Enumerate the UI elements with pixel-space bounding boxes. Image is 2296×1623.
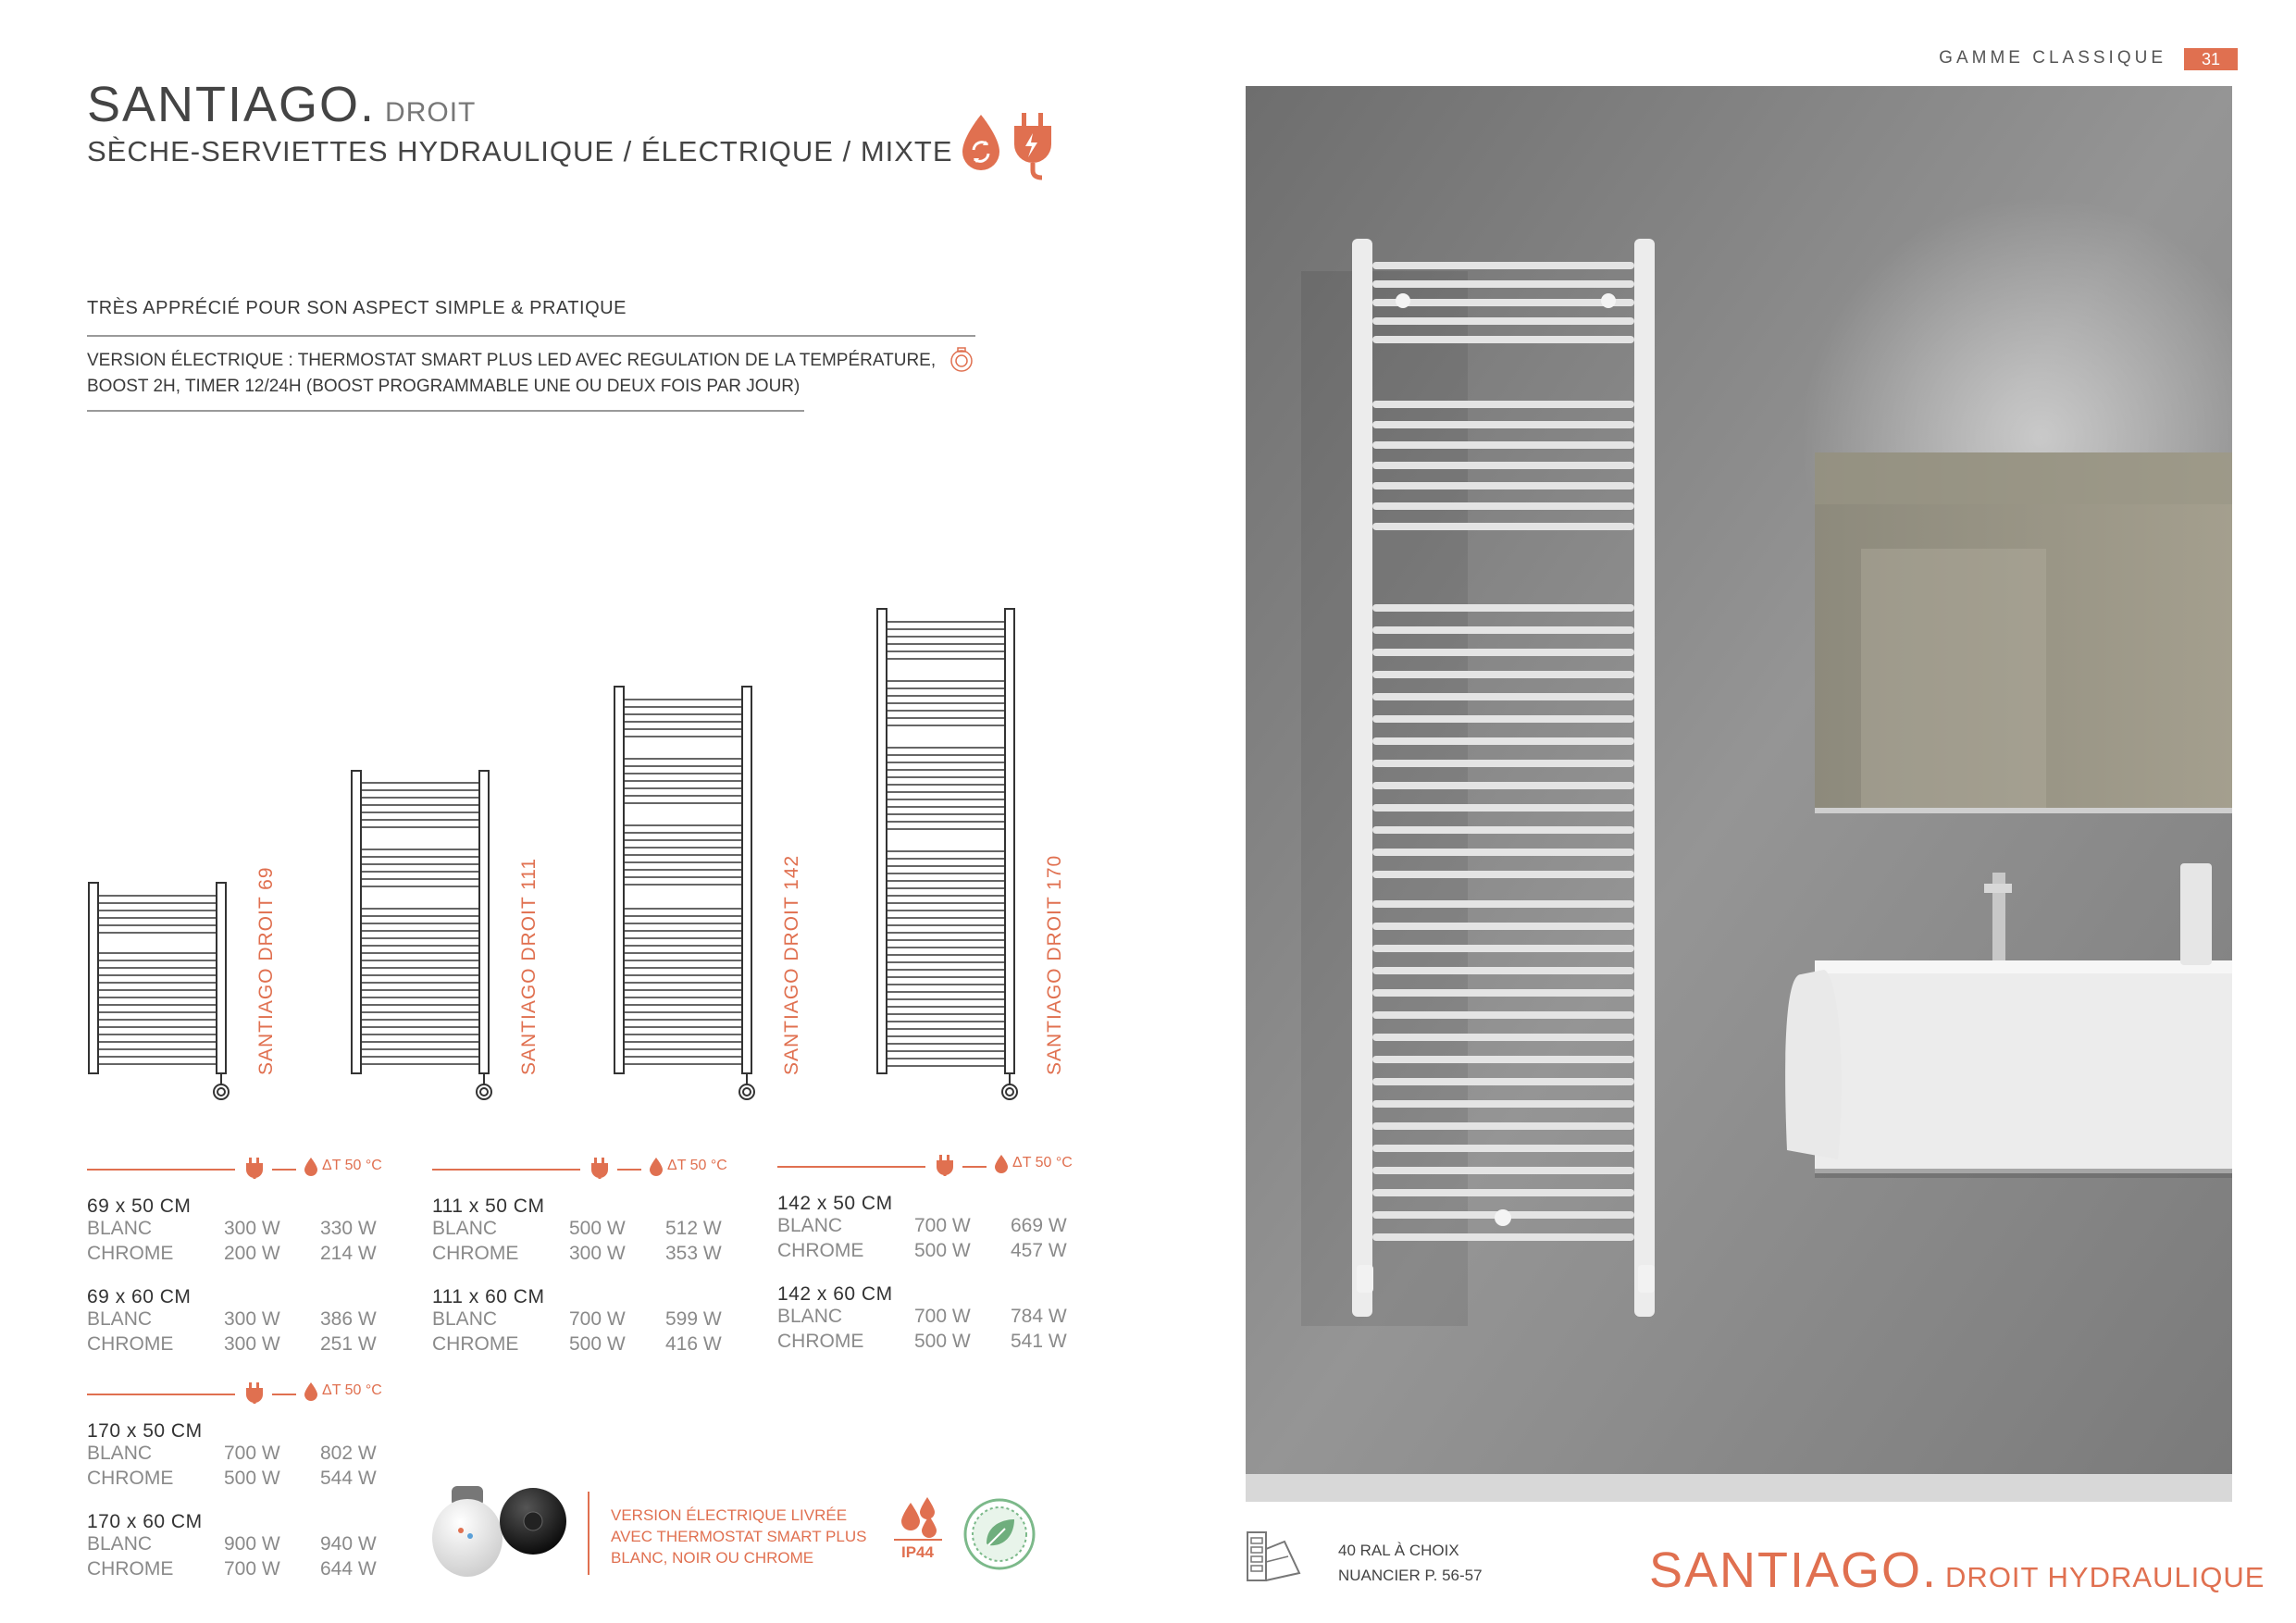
description-line-1: VERSION ÉLECTRIQUE : THERMOSTAT SMART PLUS LED AVEC REGULATION DE LA TEMPÉRATURE, [87, 351, 937, 370]
title-sub: DROIT [385, 97, 477, 128]
divider [588, 1492, 590, 1575]
section-label: GAMME CLASSIQUE [1939, 48, 2166, 68]
spec-group [87, 1196, 402, 1268]
spec-row: BLANC 300 W 330 W [87, 1218, 377, 1239]
page-number: 31 [2184, 48, 2238, 70]
delta-t-label: ΔT 50 °C [322, 1158, 382, 1173]
water-drop-icon [649, 1157, 664, 1177]
model-label-142: SANTIAGO DROIT 142 [781, 854, 802, 1075]
spec-group [777, 1283, 1092, 1356]
spec-row: BLANC 700 W 599 W [432, 1308, 722, 1330]
spec-table-170 [87, 1380, 402, 1592]
tagline: TRÈS APPRÉCIÉ POUR SON ASPECT SIMPLE & PRATIQUE [87, 298, 627, 318]
spec-size: 69 x 50 CM [87, 1196, 192, 1217]
spec-size: 170 x 60 CM [87, 1511, 203, 1532]
spec-row: CHROME 300 W 251 W [87, 1333, 377, 1355]
spec-row: CHROME 200 W 214 W [87, 1243, 377, 1264]
bathroom-photo [1246, 86, 2232, 1502]
water-drop-icon [994, 1154, 1009, 1174]
spec-header [777, 1152, 1092, 1180]
spec-size: 111 x 50 CM [432, 1196, 545, 1217]
ral-info [1338, 1538, 1483, 1588]
water-drops-icon [890, 1495, 946, 1542]
spec-group [87, 1286, 402, 1358]
spec-row: CHROME 300 W 353 W [432, 1243, 722, 1264]
electric-plug-icon [244, 1381, 265, 1404]
spec-group [87, 1511, 402, 1583]
electric-plug-icon [935, 1154, 955, 1176]
radiator-drawing-170 [877, 609, 1017, 1099]
thermostat-products-image [426, 1481, 574, 1582]
delta-t-label: ΔT 50 °C [1012, 1155, 1073, 1171]
spec-group [777, 1193, 1092, 1265]
spec-size: 69 x 60 CM [87, 1286, 192, 1307]
footer-title-sub: DROIT HYDRAULIQUE [1945, 1561, 2265, 1593]
spec-row: CHROME 500 W 457 W [777, 1240, 1067, 1261]
spec-table-69 [87, 1155, 402, 1355]
delta-t-label: ΔT 50 °C [667, 1158, 727, 1173]
spec-row: CHROME 700 W 644 W [87, 1558, 377, 1580]
title-main: SANTIAGO. [87, 77, 377, 132]
spec-header [432, 1155, 747, 1183]
spec-group [432, 1196, 747, 1268]
description-text [87, 348, 936, 400]
model-drawings [83, 601, 1064, 1101]
spec-row: BLANC 500 W 512 W [432, 1218, 722, 1239]
ip44-badge [890, 1495, 946, 1569]
electric-plug-icon [244, 1157, 265, 1179]
delta-t-label: ΔT 50 °C [322, 1382, 382, 1398]
spec-row: BLANC 900 W 940 W [87, 1533, 377, 1555]
thermostat-icon [948, 346, 975, 374]
electric-plug-icon [1014, 113, 1051, 178]
spec-size: 142 x 50 CM [777, 1193, 893, 1214]
page-subtitle: SÈCHE-SERVIETTES HYDRAULIQUE / ÉLECTRIQUE / MIXTE [87, 135, 953, 167]
spec-header [87, 1380, 402, 1407]
spec-row: CHROME 500 W 541 W [777, 1331, 1067, 1352]
ip44-label: IP44 [901, 1543, 934, 1561]
spec-row: BLANC 700 W 669 W [777, 1215, 1067, 1236]
water-drop-icon [304, 1157, 318, 1177]
ral-line-2: NUANCIER P. 56-57 [1338, 1567, 1483, 1584]
radiator-drawing-111 [352, 771, 491, 1099]
description-line-2: BOOST 2H, TIMER 12/24H (BOOST PROGRAMMABLE UNE OU DEUX FOIS PAR JOUR) [87, 377, 800, 396]
water-drop-icon [304, 1381, 318, 1402]
product-footer-title [1649, 1542, 2265, 1599]
spec-group [432, 1286, 747, 1358]
hydraulic-drop-icon [962, 115, 999, 170]
spec-size: 142 x 60 CM [777, 1283, 893, 1305]
spec-row: CHROME 500 W 416 W [432, 1333, 722, 1355]
radiator-drawing-142 [614, 687, 754, 1099]
spec-size: 170 x 50 CM [87, 1420, 203, 1442]
spec-row: BLANC 300 W 386 W [87, 1308, 377, 1330]
note-line-1: VERSION ÉLECTRIQUE LIVRÉE [611, 1506, 848, 1524]
model-label-111: SANTIAGO DROIT 111 [518, 857, 540, 1075]
divider [87, 335, 975, 337]
spec-row: BLANC 700 W 784 W [777, 1306, 1067, 1327]
model-label-69: SANTIAGO DROIT 69 [255, 866, 277, 1075]
divider [87, 410, 804, 412]
spec-size: 111 x 60 CM [432, 1286, 545, 1307]
radiator-drawings-svg [83, 601, 1064, 1101]
ral-line-1: 40 RAL À CHOIX [1338, 1542, 1459, 1559]
spec-row: CHROME 500 W 544 W [87, 1468, 377, 1489]
color-swatch-icon [1244, 1529, 1303, 1584]
radiator-drawing-69 [89, 883, 229, 1099]
spec-table-142 [777, 1152, 1092, 1352]
electric-plug-icon [590, 1157, 610, 1179]
eco-seal-icon [962, 1497, 1036, 1571]
spec-header [87, 1155, 402, 1183]
spec-row: BLANC 700 W 802 W [87, 1443, 377, 1464]
footer-title-main: SANTIAGO. [1649, 1542, 1939, 1598]
spec-table-111 [432, 1155, 747, 1355]
electric-version-note [611, 1505, 866, 1568]
page-title [87, 76, 476, 133]
top-icons [953, 109, 1064, 183]
note-line-2: AVEC THERMOSTAT SMART PLUS [611, 1528, 867, 1545]
spec-group [87, 1420, 402, 1493]
model-label-170: SANTIAGO DROIT 170 [1044, 854, 1065, 1075]
note-line-3: BLANC, NOIR OU CHROME [611, 1549, 814, 1567]
